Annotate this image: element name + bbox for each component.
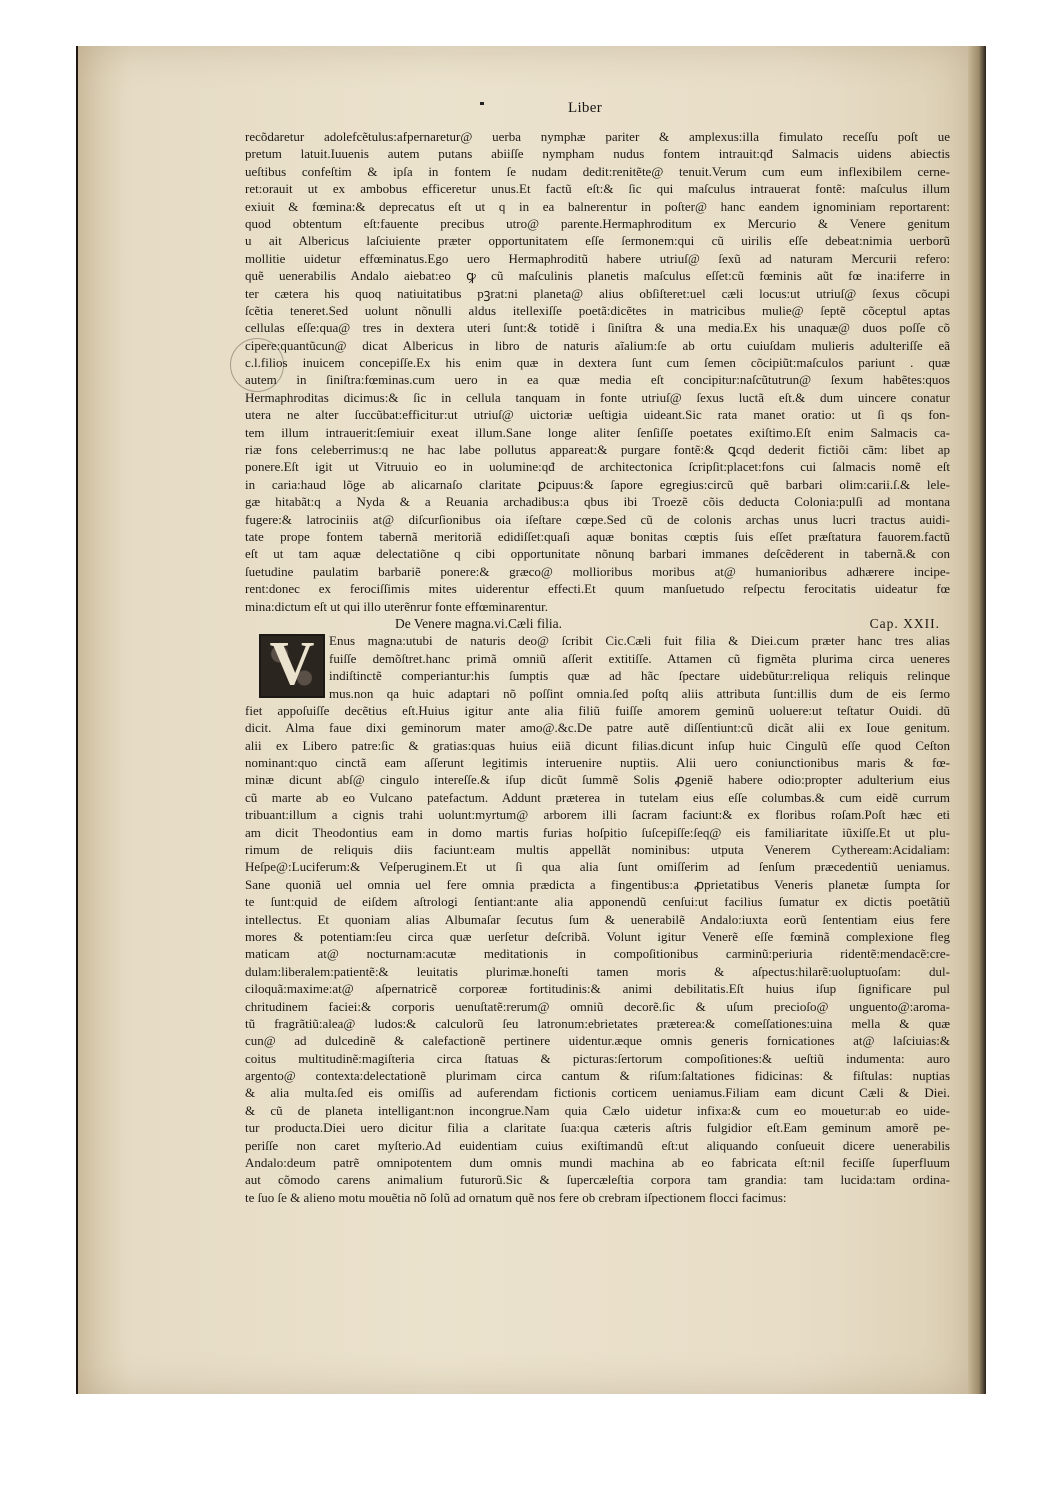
text-line: cũ marte ab eo Vulcano patefactum. Addunt præterea in tutelam eius eſſe columbas.& cum eidẽ currum [245,789,950,805]
initial-letter: V [269,630,315,699]
text-line: pretum latuit.Iuuenis autem putans abiiſſe nympham nudus fontem intrauit:qđ Salmacis uidens abiectis [245,146,950,162]
chapter-heading [245,615,950,632]
chapter-body [245,632,950,1206]
text-line: utera ne alter ſuccũbat:efficitur:ut utriuſ@ uictoriæ ueſtigia uideant.Sic rata manet oratio: ut ſi qs fon- [245,407,950,423]
decorated-initial [259,630,325,699]
text-line: c.l.filios inuicem concepiſſe.Ex his enim quæ in dextera ſunt cum ſemen cõcipiũt:maſculos pariunt . quæ [245,355,950,371]
text-line: minæ dicunt abſ@ cingulo intereſſe.& iſup dicũt ſummẽ Solis ꝓgeniẽ habere odio:propter adulterium eius [245,772,950,788]
page-edge [968,46,986,1394]
text-line: dulam:liberalem:patientẽ:& leuitatis plurimæ.honeſti tamen moris & aſpectus:hilarẽ:uoluptuoſam: dul- [245,963,950,979]
text-line: tribuant:illum a cignis trahi uolunt:myrtum@ arborem illi ſacram faciunt:& ex floribus roſam.Poſt hæc eti [245,807,950,823]
text-line: in caria:haud lõge ab alicarnaſo claritate ꝑcipuus:& ſapore egregius:circũ quẽ barbari olim:carii.ſ.& lele- [245,476,950,492]
text-line: rimum de reliquis diis faciunt:eam multis appellãt nominibus: utputa Venerem Cytheream:Acidaliam: [245,842,950,858]
text-line: recõdaretur adolefcẽtulus:afpernaretur@ uerba nymphæ pariter & amplexus:illa fimulato receſſu poſt ue [245,129,950,144]
text-line: ponere.Eſt igit ut Vitruuio eo in uolumine:qđ de architectonica ſcripſit:placet:fons cui ſalmacis nomẽ eſt [245,459,950,475]
text-line: rent:donec ex ferociſſimis mites uiderentur effecti.Et quum manſuetudo reſpectu ferocitatis uideatur fœ [245,581,950,597]
text-line: riæ fons celeberrimus:q ne hac labe pollutus appareat:& purgare fontẽ:& ꝗcqd dederit fictiõi cãm: libet ap [245,442,950,458]
text-line: quod obtentum eſt:fauente precibus utro@ parente.Hermaphroditum ex Mercurio & Venere genitum [245,215,950,231]
text-line: alii ex Libero patre:ſic & gratias:quas huius eiiã dicunt filias.dicunt inſup huic Cingulũ eſſe quod Ceſton [245,737,950,753]
ink-mark [480,102,484,105]
text-line: Hermaphroditas dicimus:& ſic in cellula tanquam in fonte utriuſ@ ſexus luctã eſt.& dum uincere conatur [245,389,950,405]
text-line: mollitie uidetur effœminatus.Ego uero Hermaphroditũ habere utriuſ@ ſexũ ad naturam Mercurii refero: [245,250,950,266]
running-head: Liber [568,100,602,116]
text-line: fugere:& latrociniis at@ diſcurſionibus oia iſeſtare cœpe.Sed cũ de colonis archas unus lucri tractus auidi- [245,511,950,527]
text-line: chritudinem faciei:& corporis uenuſtatẽ:rerum@ omniũ decorẽ.ſic & uſum precioſo@ unguento@:aroma- [245,998,950,1014]
chapter-title: De Venere magna.vi.Cæli filia. [395,615,562,631]
text-block [245,128,950,1206]
text-line: tũ fragrãtiũ:alea@ ludos:& calculorũ ſeu latronum:ebrietates præterea:& comeſſationes:uina mella & quæ [245,1015,950,1031]
text-line: & alia multa.ſed eis omiſſis ad auferendam fictionis corticem ueniamus.Filiam eam dicunt Cæli & Diei. [245,1085,950,1101]
text-line: u ait Albericus laſciuiente præter opportunitatem eſſe ſermonem:qui cũ uirilis eſſe debeat:nimia uerborũ [245,233,950,249]
text-line: tate prope fontem tabernã meritoriã edidiſſet:quaſi aquæ bonitas cœptis ſuis eſſet præſtatura fauorem.factũ [245,528,950,544]
paragraph-1 [245,128,950,615]
text-line: maticam at@ nocturnam:acutæ meditationis in compoſitionibus carminũ:periuria ridentẽ:mendacẽ:cre- [245,946,950,962]
text-line: mores & potentiam:ſeu circa quæ uerſetur deſcribã. Volunt igitur Venerẽ eſſe fœminã complexione fleg [245,928,950,944]
text-line: fuiſſe demõſtret.hanc primã omniũ aſſerit extitiſſe. Attamen cũ figmẽta plurima circa ueneres [329,650,950,666]
text-line: intellectus. Et quoniam alias Albumaſar ſecutus ſum & uenerabilẽ Andalo:iuxta eorũ ſententiam eius fere [245,911,950,927]
text-line: Andalo:deum patrẽ omnipotentem dum omnis mundi machina ab eo fabricata eſt:nil feciſſe ſuperfluum [245,1155,950,1171]
text-line: coitus multitudinẽ:magiſteria circa ſtatuas & picturas:ſertorum compoſitiones:& ueſtiũ indumenta: auro [245,1050,950,1066]
text-line: aut cõmodo carens animalium futurorũ.Sic & ſupercæleſtia corpora tam grandia: tam lucida:tam ordina- [245,1172,950,1188]
text-line: ciloquã:maxime:at@ aſpernatricẽ corporeæ fortitudinis:& animi debilitatis.Eſt huius iſup ſignificare pul [245,981,950,997]
text-line: am dicit Theodontius eam in domo martis furias hoſpitio ſuſcepiſſe:ſeq@ eis familiaritate iũxiſſe.Et ut plu- [245,824,950,840]
text-line: quẽ uenerabilis Andalo aiebat:eo ꝙ cũ maſculinis planetis maſculus eſſet:cũ fœminis aũt fœ ina:iferre in [245,268,950,284]
text-line: autem in ſiniſtra:fœminas.cum uero in ea quæ media eſt concipitur:naſcũtutrun@ ſexum habẽtes:quos [245,372,950,388]
text-line: ter cætera his quoq natiuitatibus pꝫrat:ni planeta@ alius obſiſteret:uel cæli locus:ut utriuſ@ ſexus cõcupi [245,285,950,301]
text-line: periſſe non caret myſterio.Ad euidentiam cuius exiſtimandũ eſt:ut aliquando conſueuit dicere uenerabilis [245,1137,950,1153]
text-line: ſuetudine paulatim barbariẽ ponere:& græco@ mollioribus moribus at@ humanioribus adhærere incipe- [245,563,950,579]
text-line: Heſpe@:Luciferum:& Veſperuginem.Et ut ſi qua alia ſunt omiſſerim ad ſenſum præcedentiũ ueniamus. [245,859,950,875]
text-line: & cũ de planeta intelligant:non incongrue.Nam quia Cælo uidetur infixa:& cum eo mouetur:ab eo uide- [245,1102,950,1118]
text-line: fiet appoſuiſſe decẽtius eſt.Huius igitur ante alia filiũ fuiſſe amorem geminũ uoluere:ut teſtatur Ouidi. dũ [245,702,950,718]
text-line: gæ hitabãt:q a Nyda & a Reuania archadibus:a qbus ibi Troezẽ cõis deducta Colonia:pulſi ad montana [245,494,950,510]
paragraph-2 [245,632,950,1206]
text-line: exiuit & fœmina:& deprecatus eſt ut q in ea balnerentur in poſter@ hanc eandem ignominiam reportarent: [245,198,950,214]
text-line: tur producta.Diei uero dicitur filia a claritate ſua:qua cæteris aſtris fulgidior eſt.Eam geminum amorẽ pe- [245,1120,950,1136]
text-line: mina:dictum eſt ut qui illo uterẽnrur fonte effœminarentur. [245,598,549,614]
text-line: indiſtinctẽ comperiantur:his ſumptis quæ ad hãc ſpectare uidebũtur:reliqua reliquis relinque [329,668,950,684]
text-line: cipere:quantũcun@ dicat Albericus in libro de naturis aĩalium:ſe ab ortu cuiuſdam mulieris adulteriſſe eã [245,337,950,353]
text-line: eſt ut tam aquæ delectatiõne q cibi opportunitate nõnunq barbari immanes deſcẽderent in tabernã.& con [245,546,950,562]
text-line: tem illum intrauerit:ſemiuir exeat illum.Sane longe aliter ſenſiſſe poetates exiſtimo.Eſt enim Salmacis ca- [245,424,950,440]
text-line: cun@ ad dulcedinẽ & calefactionẽ pertinere uidentur.æque omnis generis fornicationes at@ laſciuias:& [245,1033,950,1049]
text-line: ſcẽtia teneret.Sed uolunt nõnulli aldus itellexiſſe poetã:dicẽtes in matricibus mulie@ ſeptẽ cõceptul aptas [245,302,950,318]
text-line: dicit. Alma faue dixi geminorum mater amo@.&c.De patre autẽ diſſentiunt:cũ dicãt alii ex Ioue genitum. [245,720,950,736]
text-line: nominant:quo cinctã eam aſſerunt legitimis interuenire nuptiis. Alii uero coniunctionibus maris & fœ- [245,755,950,771]
text-line: ret:orauit ut ex ambobus efficeretur unus.Et factũ eſt:& ſic qui maſculus intrauerat fontẽ: maſculus illum [245,181,950,197]
text-line: Sane quoniã uel omnia uel fere omnia prædicta a fingentibus:a ꝓprietatibus Veneris planetæ ſumpta ſor [245,876,950,892]
chapter-number: Cap. XXII. [869,615,940,631]
text-line: te ſuo ſe & alieno motu mouẽtia nõ ſolũ ad ornatum quẽ nos fere ob crebram iſpectionem flocci facimus: [245,1189,787,1205]
text-line: mus.non qa huic adaptari nõ poſſint omnia.ſed poſtq aliis attributa ſunt:illis dum de eis ſermo [329,685,950,701]
text-line: ueſtibus confeſtim & ipſa in fontem ſe nudam dedit:renitẽte@ tenuit.Verum cum eum inflexibilem cerne- [245,163,950,179]
text-line: Enus magna:utubi de naturis deo@ ſcribit Cic.Cæli fuit filia & Diei.cum præter hanc tres alias [329,633,950,649]
text-line: argento@ contexta:delectationẽ plurimam circa cantum & riſum:ſaltationes fidicinas: & fiſtulas: nuptias [245,1068,950,1084]
text-line: cellulas eſſe:qua@ tres in dextera uteri ſunt:& totidẽ i ſiniſtra & una media.Ex his unaquæ@ duos poſſe cõ [245,320,950,336]
text-line: te ſunt:quid de eiſdem aſtrologi ſentiant:ante alia apponendũ cenſui:ut facilius ſumatur ex dictis poetãtiũ [245,894,950,910]
